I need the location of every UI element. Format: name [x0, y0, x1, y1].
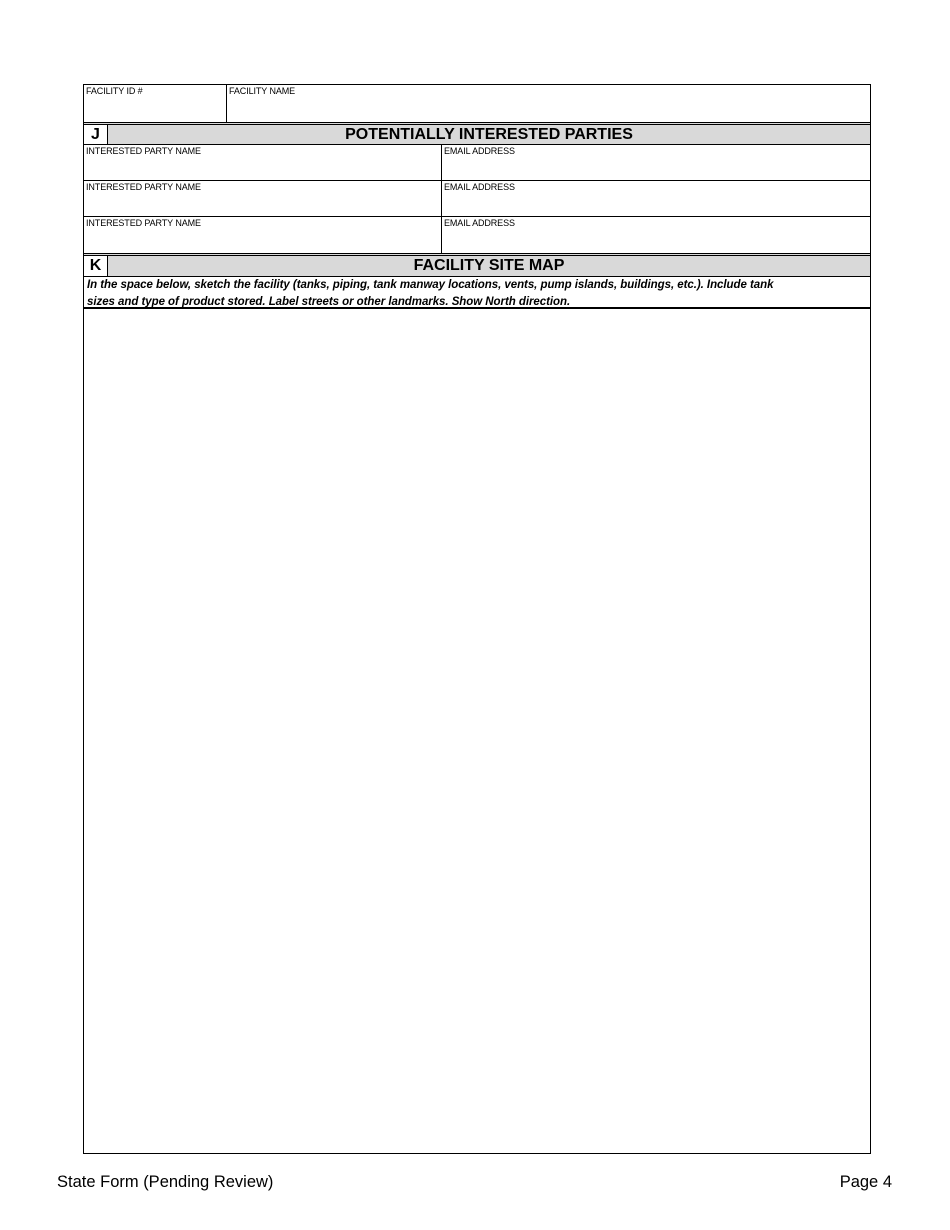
interested-party-row: [84, 145, 870, 181]
party-name-label: INTERESTED PARTY NAME: [86, 218, 201, 228]
facility-id-cell: [84, 85, 227, 122]
facility-id-input[interactable]: [84, 101, 226, 121]
interested-party-row: [84, 217, 870, 253]
party-name-input[interactable]: [84, 195, 441, 215]
email-cell: [442, 145, 870, 180]
instructions-text: [84, 277, 870, 311]
interested-party-row: [84, 181, 870, 217]
facility-info-row: [84, 85, 870, 122]
site-map-instructions: [84, 277, 870, 309]
email-cell: [442, 217, 870, 253]
email-cell: [442, 181, 870, 216]
instructions-line-1: In the space below, sketch the facility (tanks, piping, tank manway locations, vents, pump islands, buildings, etc.). Include tank: [87, 279, 774, 291]
party-name-label: INTERESTED PARTY NAME: [86, 182, 201, 192]
footer-page-number: Page 4: [839, 1173, 892, 1191]
facility-id-label: FACILITY ID #: [86, 86, 143, 96]
section-k-header: [84, 253, 870, 277]
section-j-title: POTENTIALLY INTERESTED PARTIES: [345, 125, 633, 143]
section-j-letter: J: [84, 125, 108, 144]
footer-form-name: State Form (Pending Review): [57, 1173, 274, 1191]
party-name-input[interactable]: [84, 159, 441, 179]
instructions-line-2: sizes and type of product stored. Label streets or other landmarks. Show North direction.: [87, 296, 571, 308]
facility-name-label: FACILITY NAME: [229, 86, 296, 96]
email-label: EMAIL ADDRESS: [444, 182, 515, 192]
facility-name-cell: [227, 85, 870, 122]
form-page: [83, 84, 871, 1154]
party-name-label: INTERESTED PARTY NAME: [86, 146, 201, 156]
section-k-letter: K: [84, 256, 108, 276]
email-label: EMAIL ADDRESS: [444, 146, 515, 156]
facility-name-input[interactable]: [227, 101, 870, 121]
party-name-input[interactable]: [84, 232, 441, 252]
email-input[interactable]: [442, 159, 870, 179]
party-name-cell: [84, 181, 442, 216]
email-input[interactable]: [442, 195, 870, 215]
party-name-cell: [84, 217, 442, 253]
email-label: EMAIL ADDRESS: [444, 218, 515, 228]
section-k-title: FACILITY SITE MAP: [413, 257, 565, 274]
section-j-header: [84, 122, 870, 145]
email-input[interactable]: [442, 232, 870, 252]
party-name-cell: [84, 145, 442, 180]
site-map-sketch-area[interactable]: [84, 309, 870, 1153]
